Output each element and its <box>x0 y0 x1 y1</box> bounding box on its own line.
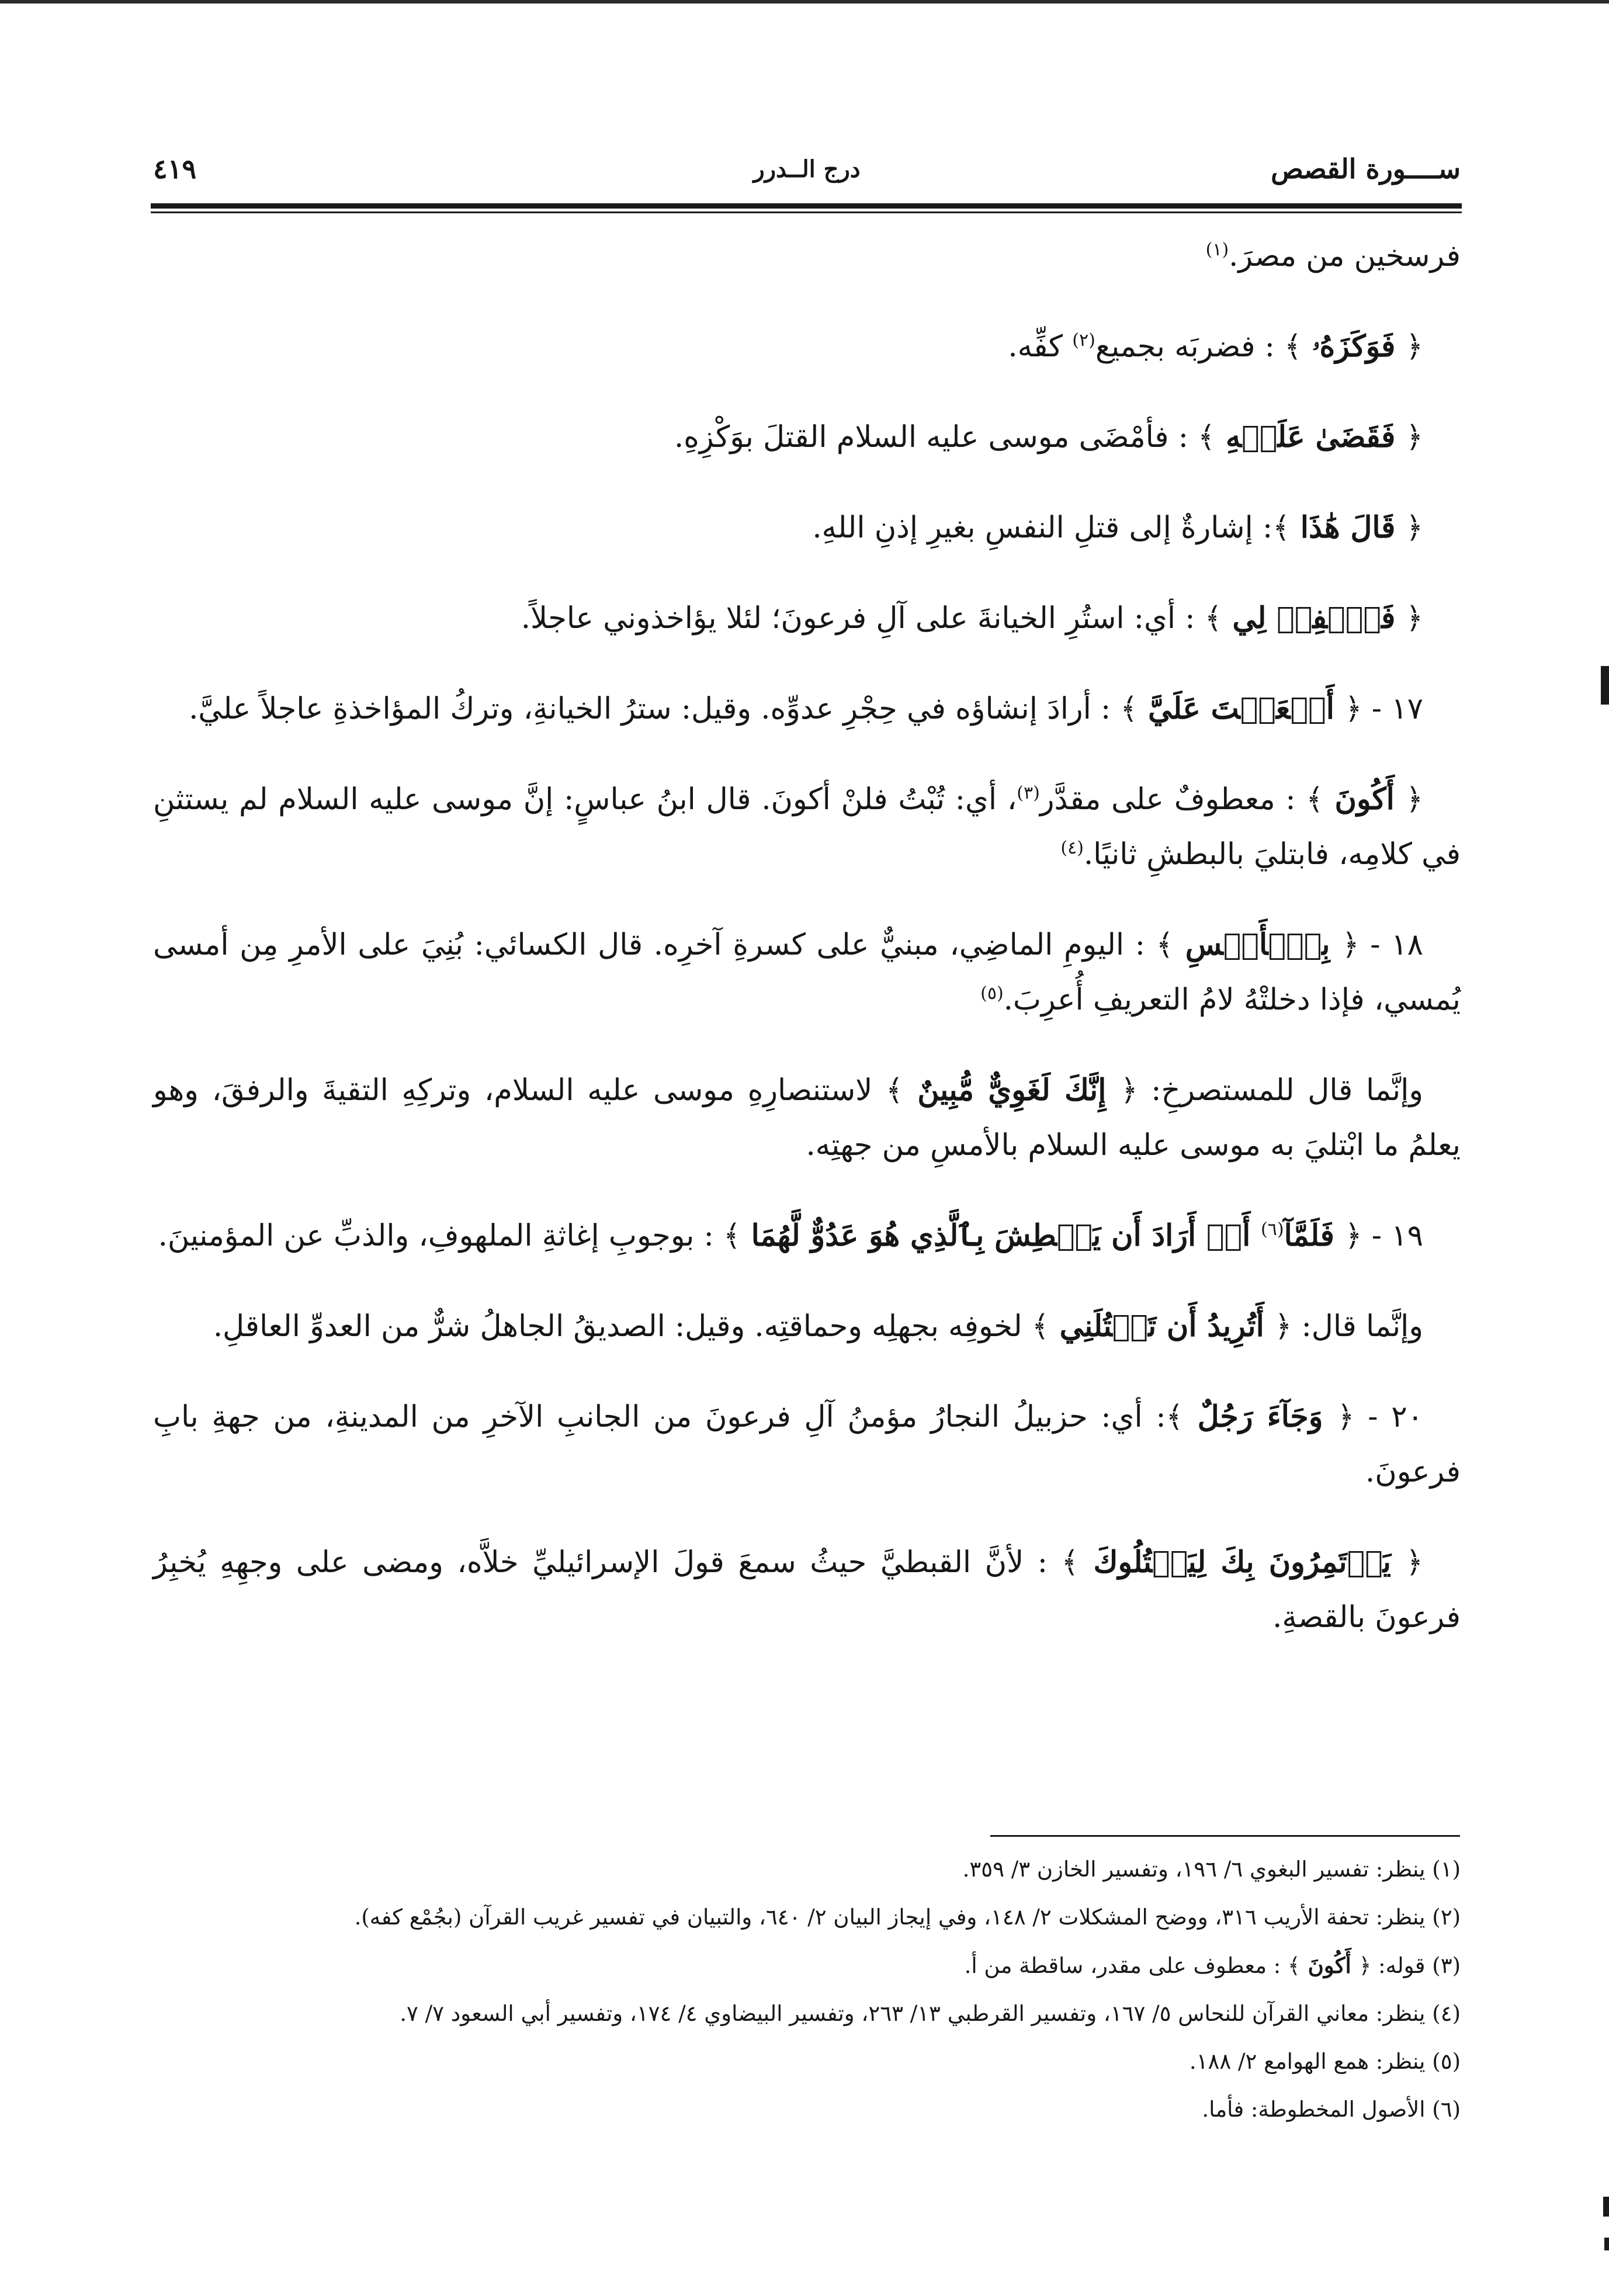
text-run: ، أي: تُبْتُ فلنْ أكونَ. قال ابنُ عباسٍ: إنَّ موسى عليه السلام لم يستثنِ في كلامِه، فابتليَ بالبطشِ ثانيًا. <box>153 782 1461 872</box>
paragraph <box>153 1299 1461 1354</box>
footnote-item <box>153 2091 1461 2128</box>
quran-quote: فَلَمَّآ <box>1284 1218 1345 1253</box>
text-run: (٦) الأصول المخطوطة: فأما. <box>1202 2097 1461 2122</box>
footnote-item <box>153 1947 1461 1985</box>
paragraph <box>153 229 1461 284</box>
ornate-bracket: ﴿ <box>1341 928 1360 962</box>
text-run: : أي: استُرِ الخيانةَ على آلِ فرعونَ؛ لئلا يؤاخذوني عاجلاً. <box>521 601 1205 636</box>
text-run: - <box>1362 692 1392 726</box>
ornate-bracket: ﴾ <box>723 1219 741 1253</box>
text-run: وإنَّما قال: <box>1292 1309 1423 1344</box>
text-run: لخوفِه بجهلِه وحماقتِه. وقيل: الصديقُ الجاهلُ شرٌّ من العدوِّ العاقلِ. <box>213 1309 1032 1344</box>
verse-number: ١٩ <box>1391 1219 1423 1253</box>
ornate-bracket: ﴿ <box>1344 692 1362 726</box>
footnotes <box>153 1851 1461 2139</box>
paragraph <box>153 1208 1461 1264</box>
ornate-bracket: ﴿ <box>1406 330 1423 364</box>
paragraph <box>153 1063 1461 1173</box>
quran-quote: بِٱلۡأَمۡسِ <box>1173 927 1342 962</box>
quran-quote: أَكُونَ <box>1323 782 1406 817</box>
ornate-bracket: ﴾ <box>1198 420 1216 455</box>
text-run: : إشارةٌ إلى قتلِ النفسِ بغيرِ إذنِ اللهِ. <box>812 511 1273 545</box>
text-run: : أرادَ إنشاؤه في حِجْرِ عدوِّه. وقيل: سترُ الخيانةِ، وتركُ المؤاخذةِ عاجلاً عليَّ. <box>189 692 1121 726</box>
text-run: : معطوفٌ على مقدَّر <box>1039 782 1306 817</box>
ornate-bracket: ﴾ <box>1166 1400 1184 1434</box>
text-run: لاستنصارِهِ موسى عليه السلام، وتركِهِ التقيةَ والرفقَ، وهو يعلمُ ما ابْتليَ به موسى عليه السلام بالأمسِ من جهتِه. <box>153 1073 1461 1163</box>
text-run: - <box>1354 1400 1392 1434</box>
paragraph <box>153 681 1461 737</box>
quran-quote: فَقَضَىٰ عَلَيۡهِ <box>1215 419 1406 455</box>
quran-quote: أَنۡ أَرَادَ أَن يَبۡطِشَ بِٱلَّذِي هُوَ عَدُوٌّ لَّهُمَا <box>740 1218 1261 1253</box>
ornate-bracket: ﴿ <box>1406 601 1423 636</box>
text-run: : فضربَه بجميع <box>1095 330 1285 364</box>
text-run: - <box>1359 928 1392 962</box>
ornate-bracket: ﴾ <box>1120 692 1138 726</box>
footnote-item <box>153 1851 1461 1888</box>
surah-title: ســــورة القصص <box>1271 153 1461 185</box>
quran-quote: أَنۡعَمۡتَ عَلَيَّ <box>1138 691 1345 726</box>
quran-quote: فَٱغۡفِرۡ لِي <box>1222 601 1406 636</box>
paragraph <box>153 917 1461 1028</box>
paragraph <box>153 772 1461 882</box>
ornate-bracket: ﴾ <box>1288 1953 1301 1978</box>
ornate-bracket: ﴾ <box>1061 1545 1079 1580</box>
text-run: (٣) قوله: <box>1371 1953 1461 1978</box>
paragraph <box>153 410 1461 465</box>
header-rule-thick <box>151 203 1462 209</box>
text-run: (٢) ينظر: تحفة الأريب ٣١٦، ووضح المشكلات ٢/ ١٤٨، وفي إيجاز البيان ٢/ ٦٤٠، والتبيان في تفسير غريب القرآن (بجُمْع كفه). <box>354 1905 1461 1930</box>
ornate-bracket: ﴾ <box>1306 782 1324 817</box>
quran-quote: وَجَآءَ رَجُلٌ <box>1183 1399 1337 1434</box>
quran-quote: أَكُونَ <box>1300 1952 1359 1978</box>
page-top-edge <box>0 0 1609 4</box>
ornate-bracket: ﴿ <box>1120 1073 1138 1108</box>
text-run: : بوجوبِ إغاثةِ الملهوفِ، والذبِّ عن المؤمنينَ. <box>158 1219 723 1253</box>
page-edge-mark <box>1601 666 1609 705</box>
verse-number: ٢٠ <box>1391 1400 1424 1434</box>
ornate-bracket: ﴿ <box>1337 1400 1355 1434</box>
ornate-bracket: ﴿ <box>1274 1309 1292 1344</box>
footnote-item <box>153 2043 1461 2080</box>
ornate-bracket: ﴾ <box>1156 928 1174 962</box>
ornate-bracket: ﴾ <box>886 1073 903 1108</box>
main-text <box>153 229 1461 1680</box>
page-edge-mark <box>1604 2238 1609 2250</box>
ornate-bracket: ﴾ <box>1204 601 1222 636</box>
page-number: ٤١٩ <box>153 153 197 185</box>
paragraph <box>153 319 1461 374</box>
ornate-bracket: ﴿ <box>1406 782 1423 817</box>
footnote-item <box>153 1995 1461 2033</box>
ornate-bracket: ﴿ <box>1406 420 1423 455</box>
footnote-ref[interactable]: (٥) <box>980 983 1004 1004</box>
book-title: درج الــدرر <box>753 155 861 183</box>
paragraph <box>153 591 1461 646</box>
quran-quote: إِنَّكَ لَغَوِيٌّ مُّبِينٌ <box>903 1073 1121 1108</box>
quran-quote: فَوَكَزَهُۥ <box>1301 329 1406 364</box>
paragraph <box>153 1535 1461 1645</box>
footnote-ref[interactable]: (١) <box>1205 240 1229 260</box>
footnote-ref[interactable]: (٢) <box>1072 330 1095 351</box>
text-run: - <box>1362 1219 1392 1253</box>
header-rule-thin <box>151 211 1462 213</box>
text-run: : أي: حزبيلُ النجارُ مؤمنُ آلِ فرعونَ من الجانبِ الآخرِ من المدينةِ، من جهةِ بابِ فرعونَ. <box>153 1400 1461 1489</box>
text-run: : لأنَّ القبطيَّ حيثُ سمعَ قولَ الإسرائيليِّ خلاَّه، ومضى على وجهِهِ يُخبِرُ فرعونَ بالقصةِ. <box>153 1545 1461 1635</box>
text-run: : فأمْضَى موسى عليه السلام القتلَ بوَكْزِهِ. <box>674 420 1198 455</box>
ornate-bracket: ﴾ <box>1284 330 1302 364</box>
ornate-bracket: ﴿ <box>1406 511 1423 545</box>
quran-quote: أَتُرِيدُ أَن تَقۡتُلَنِي <box>1049 1309 1275 1344</box>
paragraph <box>153 500 1461 556</box>
page-edge-mark <box>1603 2197 1609 2217</box>
running-header <box>153 153 1461 194</box>
footnote-ref[interactable]: (٣) <box>1017 783 1040 803</box>
text-run: (٤) ينظر: معاني القرآن للنحاس ٥/ ١٦٧، وتفسير القرطبي ١٣/ ٢٦٣، وتفسير البيضاوي ٤/ ١٧٤، وتفسير أبي السعود ٧/ ٧. <box>400 2001 1461 2026</box>
ornate-bracket: ﴿ <box>1358 1953 1372 1978</box>
text-run: وإنَّما قال للمستصرخِ: <box>1138 1073 1423 1108</box>
ornate-bracket: ﴿ <box>1344 1219 1362 1253</box>
text-run: (٥) ينظر: همع الهوامع ٢/ ١٨٨. <box>1189 2049 1461 2074</box>
footnote-separator <box>990 1835 1460 1837</box>
text-run: كفِّه. <box>1008 330 1073 364</box>
ornate-bracket: ﴾ <box>1272 511 1291 545</box>
quran-quote: قَالَ هَٰذَا <box>1290 510 1406 545</box>
verse-number: ١٧ <box>1391 692 1423 726</box>
quran-quote: يَأۡتَمِرُونَ بِكَ لِيَقۡتُلُوكَ <box>1079 1545 1406 1580</box>
verse-number: ١٨ <box>1391 928 1423 962</box>
footnote-ref[interactable]: (٤) <box>1060 838 1084 858</box>
paragraph <box>153 1389 1461 1500</box>
text-run: فرسخين من مصرَ. <box>1229 239 1461 273</box>
ornate-bracket: ﴿ <box>1406 1545 1424 1580</box>
text-run: : اليومِ الماضِي، مبنيٌّ على كسرةِ آخرِه. قال الكسائي: بُنِيَ على الأمرِ مِن أمسى يُمسي، فإذا دخلتْهُ لامُ التعريفِ أُعرِبَ. <box>153 928 1461 1017</box>
text-run: : معطوف على مقدر، ساقطة من أ. <box>964 1953 1288 1978</box>
footnote-item <box>153 1899 1461 1936</box>
text-run: (١) ينظر: تفسير البغوي ٦/ ١٩٦، وتفسير الخازن ٣/ ٣٥٩. <box>962 1857 1461 1882</box>
ornate-bracket: ﴾ <box>1031 1309 1049 1344</box>
footnote-ref[interactable]: (٦) <box>1261 1219 1284 1240</box>
